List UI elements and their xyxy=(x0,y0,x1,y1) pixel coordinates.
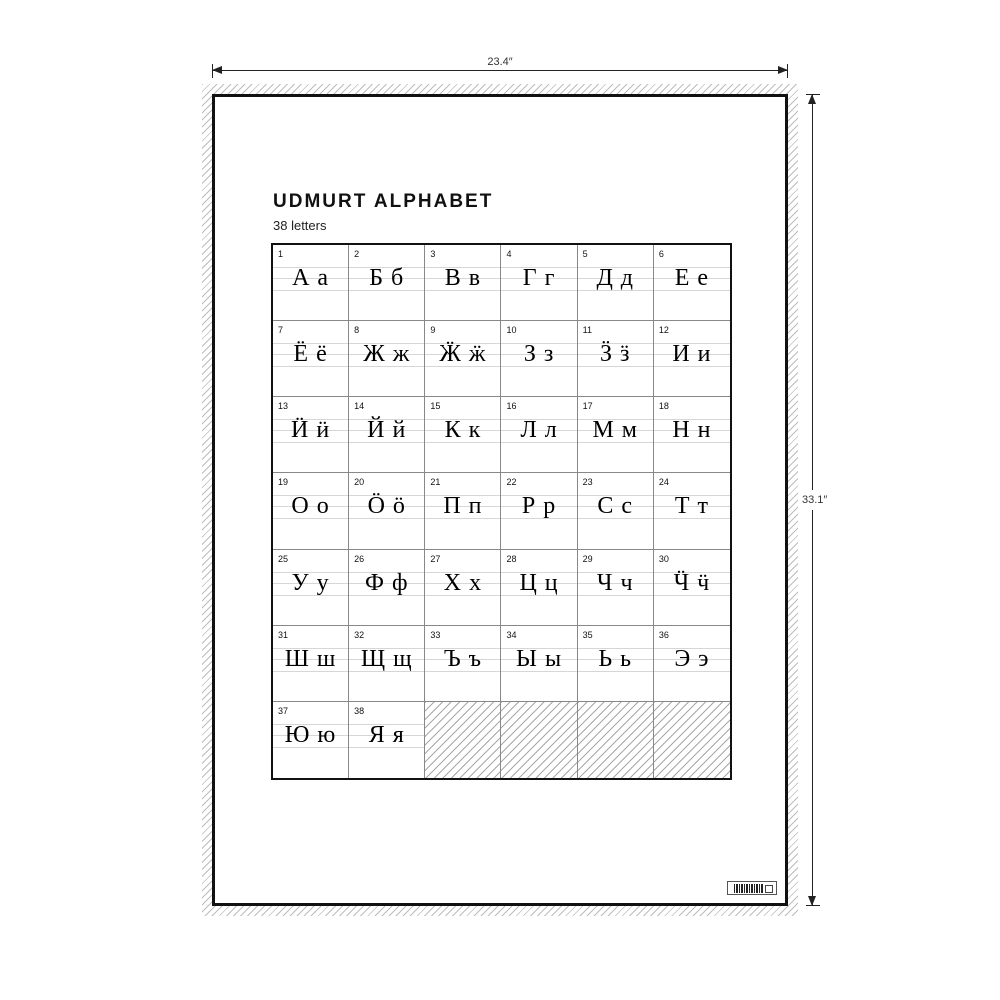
alphabet-grid xyxy=(271,243,732,780)
letter-pair: Э э xyxy=(674,645,710,672)
letter-pair: Н н xyxy=(672,417,712,444)
empty-hatched-cell xyxy=(425,702,501,778)
letter-cell xyxy=(425,550,501,626)
letter-pair: А а xyxy=(292,265,330,291)
letter-pair: Ё ё xyxy=(293,341,328,368)
letter-pair: Т т xyxy=(674,493,709,520)
letter-pair: Ь ь xyxy=(598,645,633,672)
letter-cell xyxy=(501,321,577,397)
letter-cell xyxy=(425,397,501,473)
letter-number: 17 xyxy=(582,401,593,412)
letter-cell xyxy=(501,245,577,321)
letter-number: 27 xyxy=(430,553,441,564)
letter-pair: С с xyxy=(597,493,634,520)
letter-cell xyxy=(349,321,425,397)
letter-number: 33 xyxy=(430,629,441,640)
letter-pair: Ӟ ӟ xyxy=(599,341,631,368)
letter-number: 32 xyxy=(354,629,365,640)
letter-pair: К к xyxy=(444,417,482,444)
letter-pair: Ъ ъ xyxy=(443,645,483,672)
letter-pair: Ч ч xyxy=(596,569,634,596)
poster-sheet xyxy=(212,94,788,906)
letter-cell xyxy=(425,321,501,397)
letter-pair: Ӧ ӧ xyxy=(367,493,406,520)
letter-pair: Ф ф xyxy=(364,569,409,596)
letter-cell xyxy=(349,245,425,321)
letter-cell xyxy=(425,245,501,321)
letter-number: 13 xyxy=(278,401,289,412)
letter-pair: О о xyxy=(291,493,330,520)
letter-pair: З з xyxy=(523,341,555,368)
letter-number: 18 xyxy=(658,401,669,412)
letter-cell xyxy=(273,702,349,778)
letter-number: 34 xyxy=(506,629,517,640)
letter-number: 21 xyxy=(430,477,441,488)
letter-number: 22 xyxy=(506,477,517,488)
height-dimension xyxy=(800,94,828,906)
letter-number: 25 xyxy=(278,553,289,564)
letter-cell xyxy=(273,245,349,321)
barcode-icon xyxy=(734,884,764,893)
letter-pair: П п xyxy=(443,493,483,520)
letter-cell xyxy=(654,626,730,702)
letter-pair: Ӝ ӝ xyxy=(439,341,487,368)
letter-number: 26 xyxy=(354,553,365,564)
letter-cell xyxy=(654,245,730,321)
letter-cell xyxy=(349,397,425,473)
arrow-right-icon xyxy=(778,66,788,74)
letter-cell xyxy=(578,473,654,549)
letter-cell xyxy=(501,473,577,549)
letter-pair: Ц ц xyxy=(519,569,559,596)
letter-number: 38 xyxy=(354,705,365,716)
letter-number: 14 xyxy=(354,401,365,412)
letter-pair: Л л xyxy=(520,417,558,444)
letter-pair: В в xyxy=(444,265,482,291)
checkbox-icon xyxy=(765,885,773,893)
arrow-down-icon xyxy=(808,896,816,906)
letter-number: 2 xyxy=(354,249,360,259)
letter-number: 7 xyxy=(278,325,284,336)
letter-number: 31 xyxy=(278,629,289,640)
letter-number: 19 xyxy=(278,477,289,488)
letter-pair: Й й xyxy=(367,417,407,444)
letter-number: 29 xyxy=(582,553,593,564)
poster-subtitle: 38 letters xyxy=(273,218,327,233)
letter-number: 30 xyxy=(658,553,669,564)
barcode-label xyxy=(727,881,777,895)
letter-cell xyxy=(578,321,654,397)
letter-number: 10 xyxy=(506,325,517,336)
letter-pair: Ӥ ӥ xyxy=(290,417,331,444)
letter-cell xyxy=(349,626,425,702)
letter-cell xyxy=(578,397,654,473)
letter-number: 3 xyxy=(430,249,436,259)
letter-cell xyxy=(501,397,577,473)
letter-number: 20 xyxy=(354,477,365,488)
letter-number: 4 xyxy=(506,249,512,259)
letter-cell xyxy=(654,321,730,397)
letter-cell xyxy=(501,626,577,702)
letter-cell xyxy=(349,550,425,626)
letter-pair: Щ щ xyxy=(360,645,413,672)
width-dimension-line xyxy=(212,70,788,71)
height-label: 33.1″ xyxy=(802,490,827,510)
letter-pair: Ю ю xyxy=(284,721,337,748)
empty-hatched-cell xyxy=(654,702,730,778)
letter-pair: Ӵ ӵ xyxy=(673,569,711,596)
letter-pair: Р р xyxy=(521,493,557,520)
letter-pair: Ж ж xyxy=(363,341,411,368)
letter-number: 9 xyxy=(430,325,436,336)
letter-number: 8 xyxy=(354,325,360,336)
letter-cell xyxy=(273,397,349,473)
letter-number: 16 xyxy=(506,401,517,412)
letter-pair: Б б xyxy=(369,265,405,291)
arrow-up-icon xyxy=(808,94,816,104)
letter-number: 28 xyxy=(506,553,517,564)
letter-pair: Х х xyxy=(443,569,483,596)
letter-number: 12 xyxy=(658,325,669,336)
letter-number: 35 xyxy=(582,629,593,640)
empty-hatched-cell xyxy=(578,702,654,778)
letter-cell xyxy=(501,550,577,626)
letter-number: 15 xyxy=(430,401,441,412)
letter-cell xyxy=(349,473,425,549)
letter-pair: И и xyxy=(672,341,712,368)
letter-number: 36 xyxy=(658,629,669,640)
letter-number: 5 xyxy=(582,249,588,259)
letter-cell xyxy=(349,702,425,778)
letter-cell xyxy=(654,550,730,626)
letter-pair: Я я xyxy=(368,721,405,748)
letter-cell xyxy=(425,473,501,549)
letter-pair: Е е xyxy=(674,265,710,291)
letter-pair: Г г xyxy=(522,265,556,291)
letter-cell xyxy=(654,397,730,473)
poster-title: UDMURT ALPHABET xyxy=(273,191,494,212)
letter-number: 6 xyxy=(658,249,664,259)
letter-cell xyxy=(578,550,654,626)
width-dimension xyxy=(212,58,788,82)
letter-cell xyxy=(654,473,730,549)
letter-pair: М м xyxy=(592,417,638,444)
letter-cell xyxy=(578,626,654,702)
letter-number: 23 xyxy=(582,477,593,488)
letter-cell xyxy=(273,321,349,397)
letter-number: 11 xyxy=(582,325,592,336)
letter-pair: У у xyxy=(291,569,330,596)
letter-number: 1 xyxy=(278,249,284,259)
letter-cell xyxy=(425,626,501,702)
letter-cell xyxy=(273,550,349,626)
letter-cell xyxy=(578,245,654,321)
arrow-left-icon xyxy=(212,66,222,74)
letter-cell xyxy=(273,626,349,702)
letter-pair: Ы ы xyxy=(516,645,563,672)
letter-cell xyxy=(273,473,349,549)
letter-pair: Д д xyxy=(596,265,635,291)
letter-number: 24 xyxy=(658,477,669,488)
width-label: 23.4″ xyxy=(481,56,518,68)
letter-number: 37 xyxy=(278,705,289,716)
letter-pair: Ш ш xyxy=(284,645,337,672)
empty-hatched-cell xyxy=(501,702,577,778)
